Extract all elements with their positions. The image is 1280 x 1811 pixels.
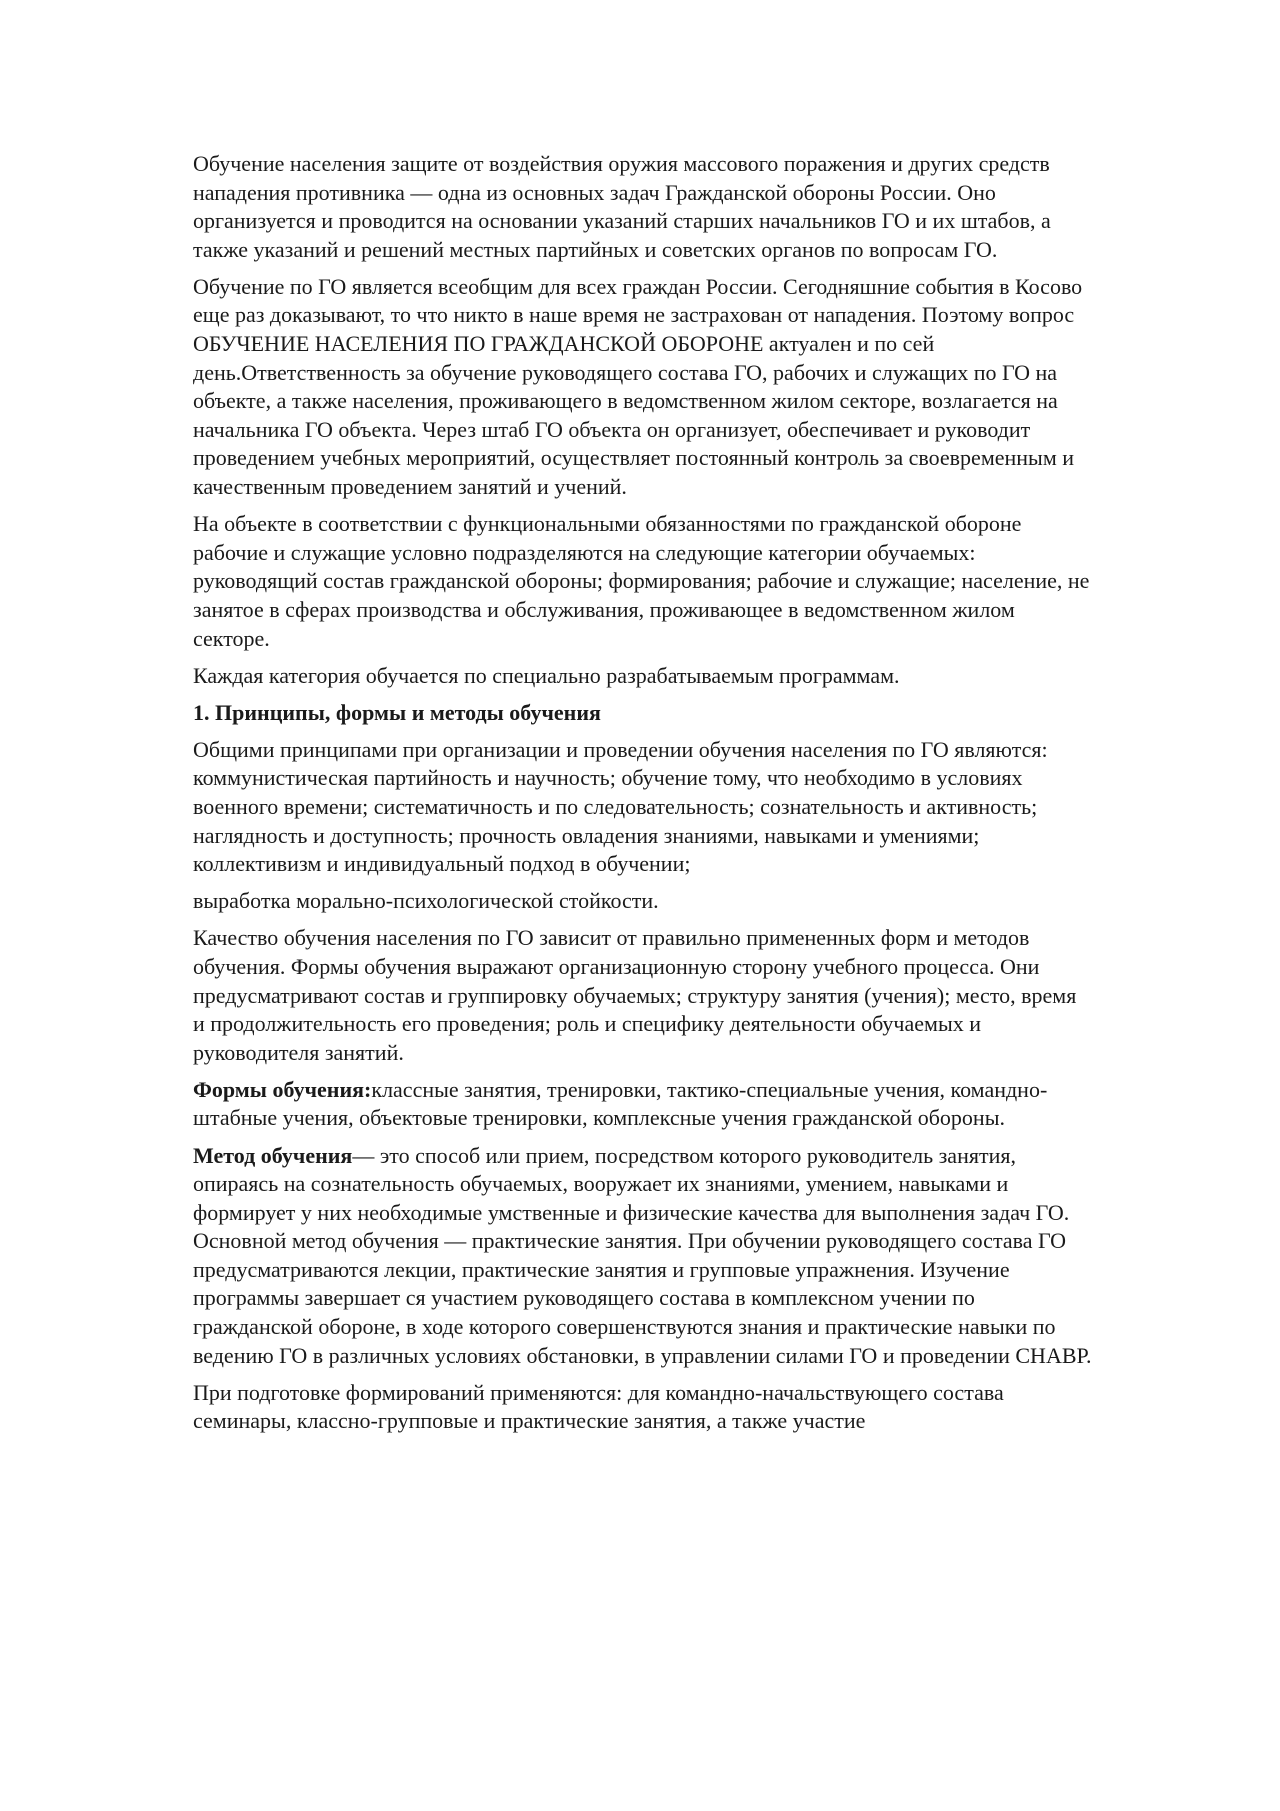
section-heading: 1. Принципы, формы и методы обучения [193,699,601,725]
paragraph: Качество обучения населения по ГО зависит от правильно примененных форм и методов обучения. Формы обучения выражают организационную сторону учебного процесса. Они предусматривают состав и группировку обучаемых; структуру занятия (учения); место, время и продолжительность его проведения; роль и специфику деятельности обучаемых и руководителя занятий. [193,925,1077,1065]
document-body [193,150,1093,1444]
paragraph: Обучение населения защите от воздействия оружия массового поражения и других средств нападения противника — одна из основных задач Гражданской обороны России. Оно организуется и проводится на основании указаний старших начальников ГО и их штабов, а также указаний и решений местных партийных и советских органов по вопросам ГО. [193,151,1051,262]
paragraph-with-lead [193,1142,1093,1371]
paragraph: Каждая категория обучается по специально разрабатываемым программам. [193,662,900,688]
paragraph: При подготовке формирований применяются: для командно-начальствующего состава семинары, классно-групповые и практические занятия, а также участие [193,1379,1004,1434]
paragraph-with-lead [193,1076,1093,1133]
paragraph-lead-term: Формы обучения: [193,1076,372,1102]
paragraph: На объекте в соответствии с функциональными обязанностями по гражданской обороне рабочие и служащие условно подразделяются на следующие категории обучаемых: руководящий состав гражданской обороны; формирования; рабочие и служащие; население, не занятое в сферах производства и обслуживания, проживающее в ведомственном жилом секторе. [193,511,1090,651]
paragraph: Общими принципами при организации и проведении обучения населения по ГО являются: коммунистическая партийность и научность; обучение тому, что необходимо в условиях военного времени; систематичность и по следовательность; сознательность и активность; наглядность и доступность; прочность овладения знаниями, навыками и умениями; коллективизм и индивидуальный подход в обучении; [193,736,1048,877]
paragraph-body: классные занятия, тренировки, тактико-специальные учения, командно-штабные учения, объектовые тренировки, комплексные учения гражданской обороны. [193,1076,1048,1131]
paragraph: выработка морально-психологической стойкости. [193,888,659,914]
paragraph-body: — это способ или прием, посредством которого руководитель занятия, опираясь на сознательность обучаемых, вооружает их знаниями, умением, навыками и формирует у них необходимые умственные и физические качества для выполнения задач ГО. Основной метод обучения — практические занятия. При обучении руководящего состава ГО предусматриваются лекции, практические занятия и групповые упражнения. Изучение программы завершает ся участием руководящего состава в комплексном учении по гражданской обороне, в ходе которого совершенствуются знания и практические навыки по ведению ГО в различных условиях обстановки, в управлении силами ГО и проведении СНАВР. [193,1142,1092,1368]
paragraph-lead-term: Метод обучения [193,1142,353,1168]
paragraph: Обучение по ГО является всеобщим для всех граждан России. Сегодняшние события в Косово еще раз доказывают, то что никто в наше время не застрахован от нападения. Поэтому вопрос ОБУЧЕНИЕ НАСЕЛЕНИЯ ПО ГРАЖДАНСКОЙ ОБОРОНЕ актуален и по сей день.Ответственность за обучение руководящего состава ГО, рабочих и служащих по ГО на объекте, а также населения, проживающего в ведомственном жилом секторе, возлагается на начальника ГО объекта. Через штаб ГО объекта он организует, обеспечивает и руководит проведением учебных мероприятий, осуществляет постоянный контроль за своевременным и качественным проведением занятий и учений. [193,273,1083,500]
